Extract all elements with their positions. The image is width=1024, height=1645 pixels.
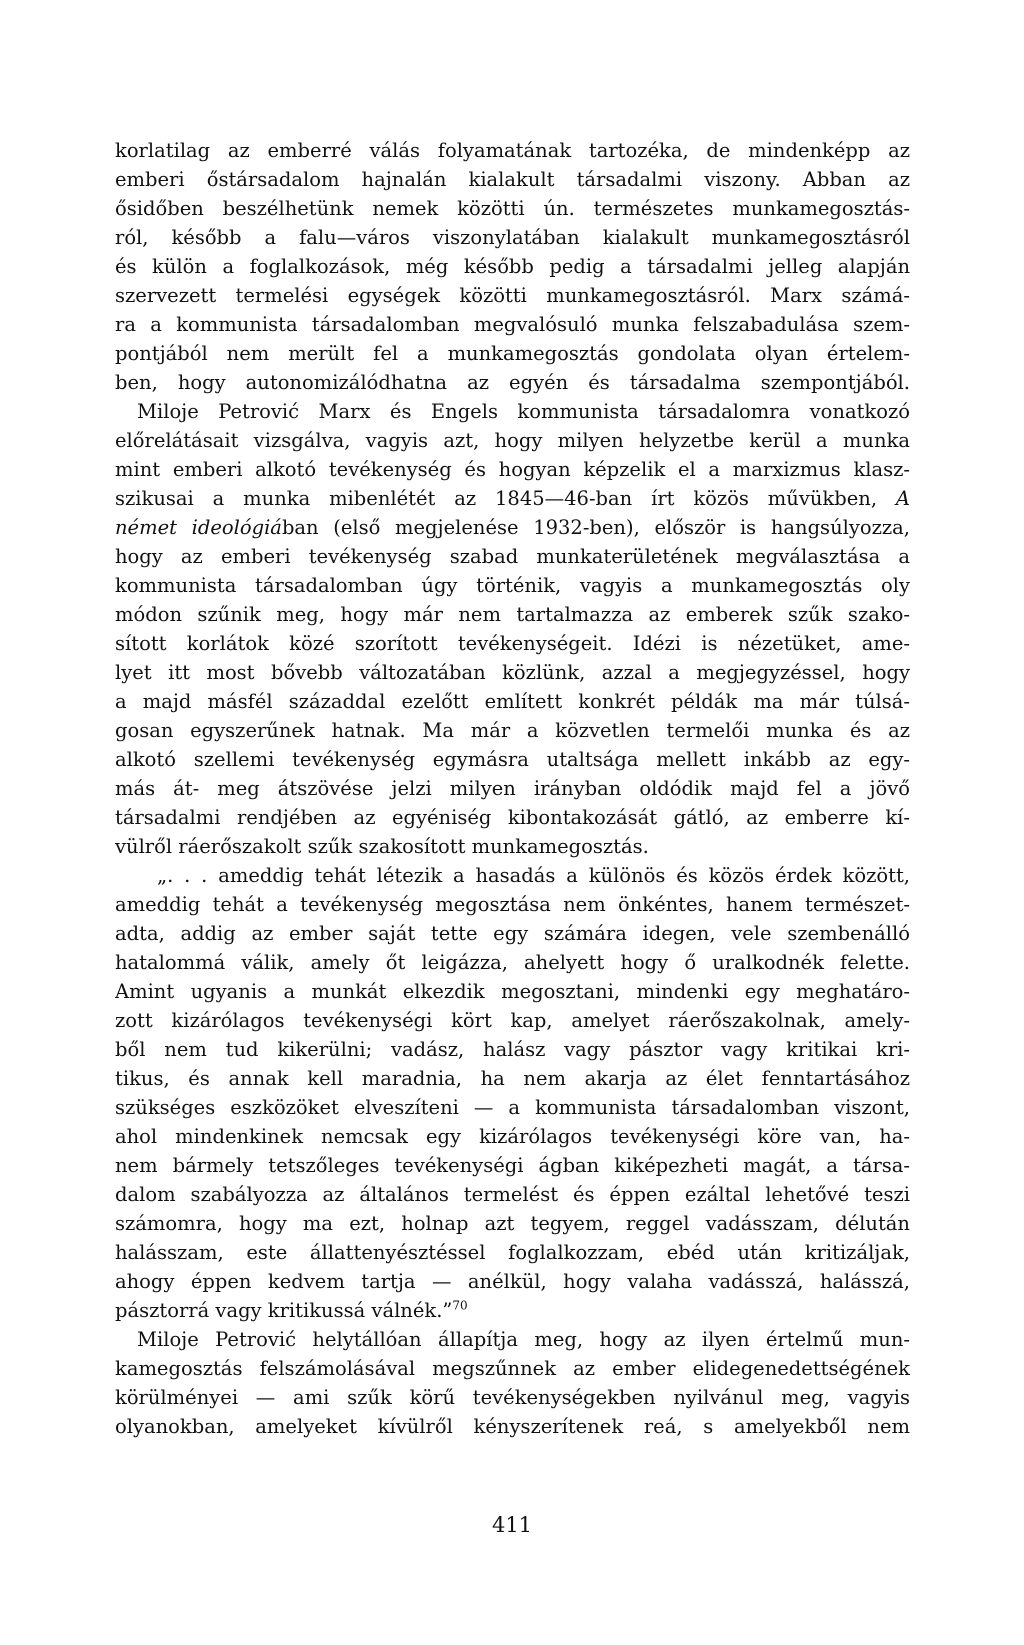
text-line: vülről ráerőszakolt szűk szakosított munkamegosztás. <box>115 835 649 858</box>
paragraph-1 <box>115 136 910 397</box>
footnote-marker: 70 <box>452 1298 468 1313</box>
text-line: Amint ugyanis a munkát elkezdik megosztani, mindenki egy meghatáro- <box>115 980 910 1003</box>
text-line: lyet itt most bővebb változatában közlünk, azzal a megjegyzéssel, hogy <box>115 661 910 684</box>
page-number: 411 <box>491 1513 533 1537</box>
text-line: gosan egyszerűnek hatnak. Ma már a közvetlen termelői munka és az <box>115 719 910 742</box>
paragraph-2 <box>115 397 910 861</box>
text-line: ahogy éppen kedvem tartja — anélkül, hogy valaha vadásszá, halásszá, <box>115 1270 910 1293</box>
text-segment: szikusai a munka mibenlétét az 1845—46-ban írt közös művükben, <box>115 487 896 510</box>
text-line: hogy az emberi tevékenység szabad munkaterületének megválasztása a <box>115 545 910 568</box>
text-segment: pásztorrá vagy kritikussá válnék.” <box>115 1299 453 1322</box>
text-line: sított korlátok közé szorított tevékenységeit. Idézi is nézetüket, ame- <box>115 632 910 655</box>
text-line: Miloje Petrović Marx és Engels kommunista társadalomra vonatkozó <box>137 400 910 423</box>
text-line: számomra, hogy ma ezt, holnap azt tegyem, reggel vadásszam, délután <box>115 1212 910 1235</box>
text-line: zott kizárólagos tevékenységi kört kap, amelyet ráerőszakolnak, amely- <box>115 1009 910 1032</box>
text-line: kommunista társadalomban úgy történik, vagyis a munkamegosztás oly <box>115 574 910 597</box>
text-line: emberi őstársadalom hajnalán kialakult társadalmi viszony. Abban az <box>115 168 910 191</box>
text-line: szükséges eszközöket elveszíteni — a kommunista társadalomban viszont, <box>115 1096 910 1119</box>
text-line: pontjából nem merült fel a munkamegosztás gondolata olyan értelem- <box>115 342 910 365</box>
text-line: ameddig tehát a tevékenység megosztása nem önkéntes, hanem természet- <box>115 893 910 916</box>
italic-book-title: német ideológiá <box>115 516 282 539</box>
text-line: dalom szabályozza az általános termelést és éppen ezáltal lehetővé teszi <box>115 1183 910 1206</box>
text-line: és külön a foglalkozások, még később pedig a társadalmi jelleg alapján <box>115 255 910 278</box>
text-line: körülményei — ami szűk körű tevékenységekben nyilvánul meg, vagyis <box>115 1386 910 1409</box>
text-line: mint emberi alkotó tevékenység és hogyan képzelik el a marxizmus klasz- <box>115 458 910 481</box>
text-line: kamegosztás felszámolásával megszűnnek az ember elidegenedettségének <box>115 1357 910 1380</box>
text-line: Miloje Petrović helytállóan állapítja meg, hogy az ilyen értelmű mun- <box>137 1328 910 1351</box>
text-line: olyanokban, amelyeket kívülről kényszerítenek reá, s amelyekből nem <box>115 1415 910 1438</box>
book-page <box>115 136 910 1441</box>
italic-article: A <box>895 487 910 510</box>
text-line: halásszam, este állattenyésztéssel foglalkozzam, ebéd után kritizáljak, <box>115 1241 910 1264</box>
text-line: módon szűnik meg, hogy már nem tartalmazza az emberek szűk szako- <box>115 603 910 626</box>
text-line: nem bármely tetszőleges tevékenységi ágban kiképezheti magát, a társa- <box>115 1154 910 1177</box>
text-line-with-italic <box>115 513 910 542</box>
text-line: ahol mindenkinek nemcsak egy kizárólagos tevékenységi köre van, ha- <box>115 1125 910 1148</box>
paragraph-4 <box>115 1325 910 1441</box>
text-line: ra a kommunista társadalomban megvalósuló munka felszabadulása szem- <box>115 313 910 336</box>
text-line: hatalommá válik, amely őt leigázza, ahelyett hogy ő uralkodnék felette. <box>115 951 910 974</box>
text-segment: ban (első megjelenése 1932-ben), először is hangsúlyozza, <box>281 516 910 539</box>
text-line: ből nem tud kikerülni; vadász, halász vagy pásztor vagy kritikai kri- <box>115 1038 910 1061</box>
text-line: ősidőben beszélhetünk nemek közötti ún. természetes munkamegosztás- <box>115 197 910 220</box>
text-line: előrelátásait vizsgálva, vagyis azt, hogy milyen helyzetbe kerül a munka <box>115 429 910 452</box>
text-line: társadalmi rendjében az egyéniség kibontakozását gátló, az emberre kí- <box>115 806 910 829</box>
text-line-with-italic <box>115 484 910 513</box>
block-quote <box>115 861 910 1325</box>
text-line-with-footnote <box>115 1296 910 1325</box>
text-line: tikus, és annak kell maradnia, ha nem akarja az élet fenntartásához <box>115 1067 910 1090</box>
text-line: más át- meg átszövése jelzi milyen irányban oldódik majd fel a jövő <box>115 777 910 800</box>
text-line: a majd másfél századdal ezelőtt említett konkrét példák ma már túlsá- <box>115 690 910 713</box>
text-line: korlatilag az emberré válás folyamatának tartozéka, de mindenképp az <box>115 139 910 162</box>
text-line: adta, addig az ember saját tette egy számára idegen, vele szembenálló <box>115 922 910 945</box>
text-line: szervezett termelési egységek közötti munkamegosztásról. Marx számá- <box>115 284 910 307</box>
text-line: alkotó szellemi tevékenység egymásra utaltsága mellett inkább az egy- <box>115 748 910 771</box>
text-line: „. . . ameddig tehát létezik a hasadás a különös és közös érdek között, <box>157 864 910 887</box>
text-line: ben, hogy autonomizálódhatna az egyén és társadalma szempontjából. <box>115 371 910 394</box>
text-line: ról, később a falu—város viszonylatában kialakult munkamegosztásról <box>115 226 910 249</box>
